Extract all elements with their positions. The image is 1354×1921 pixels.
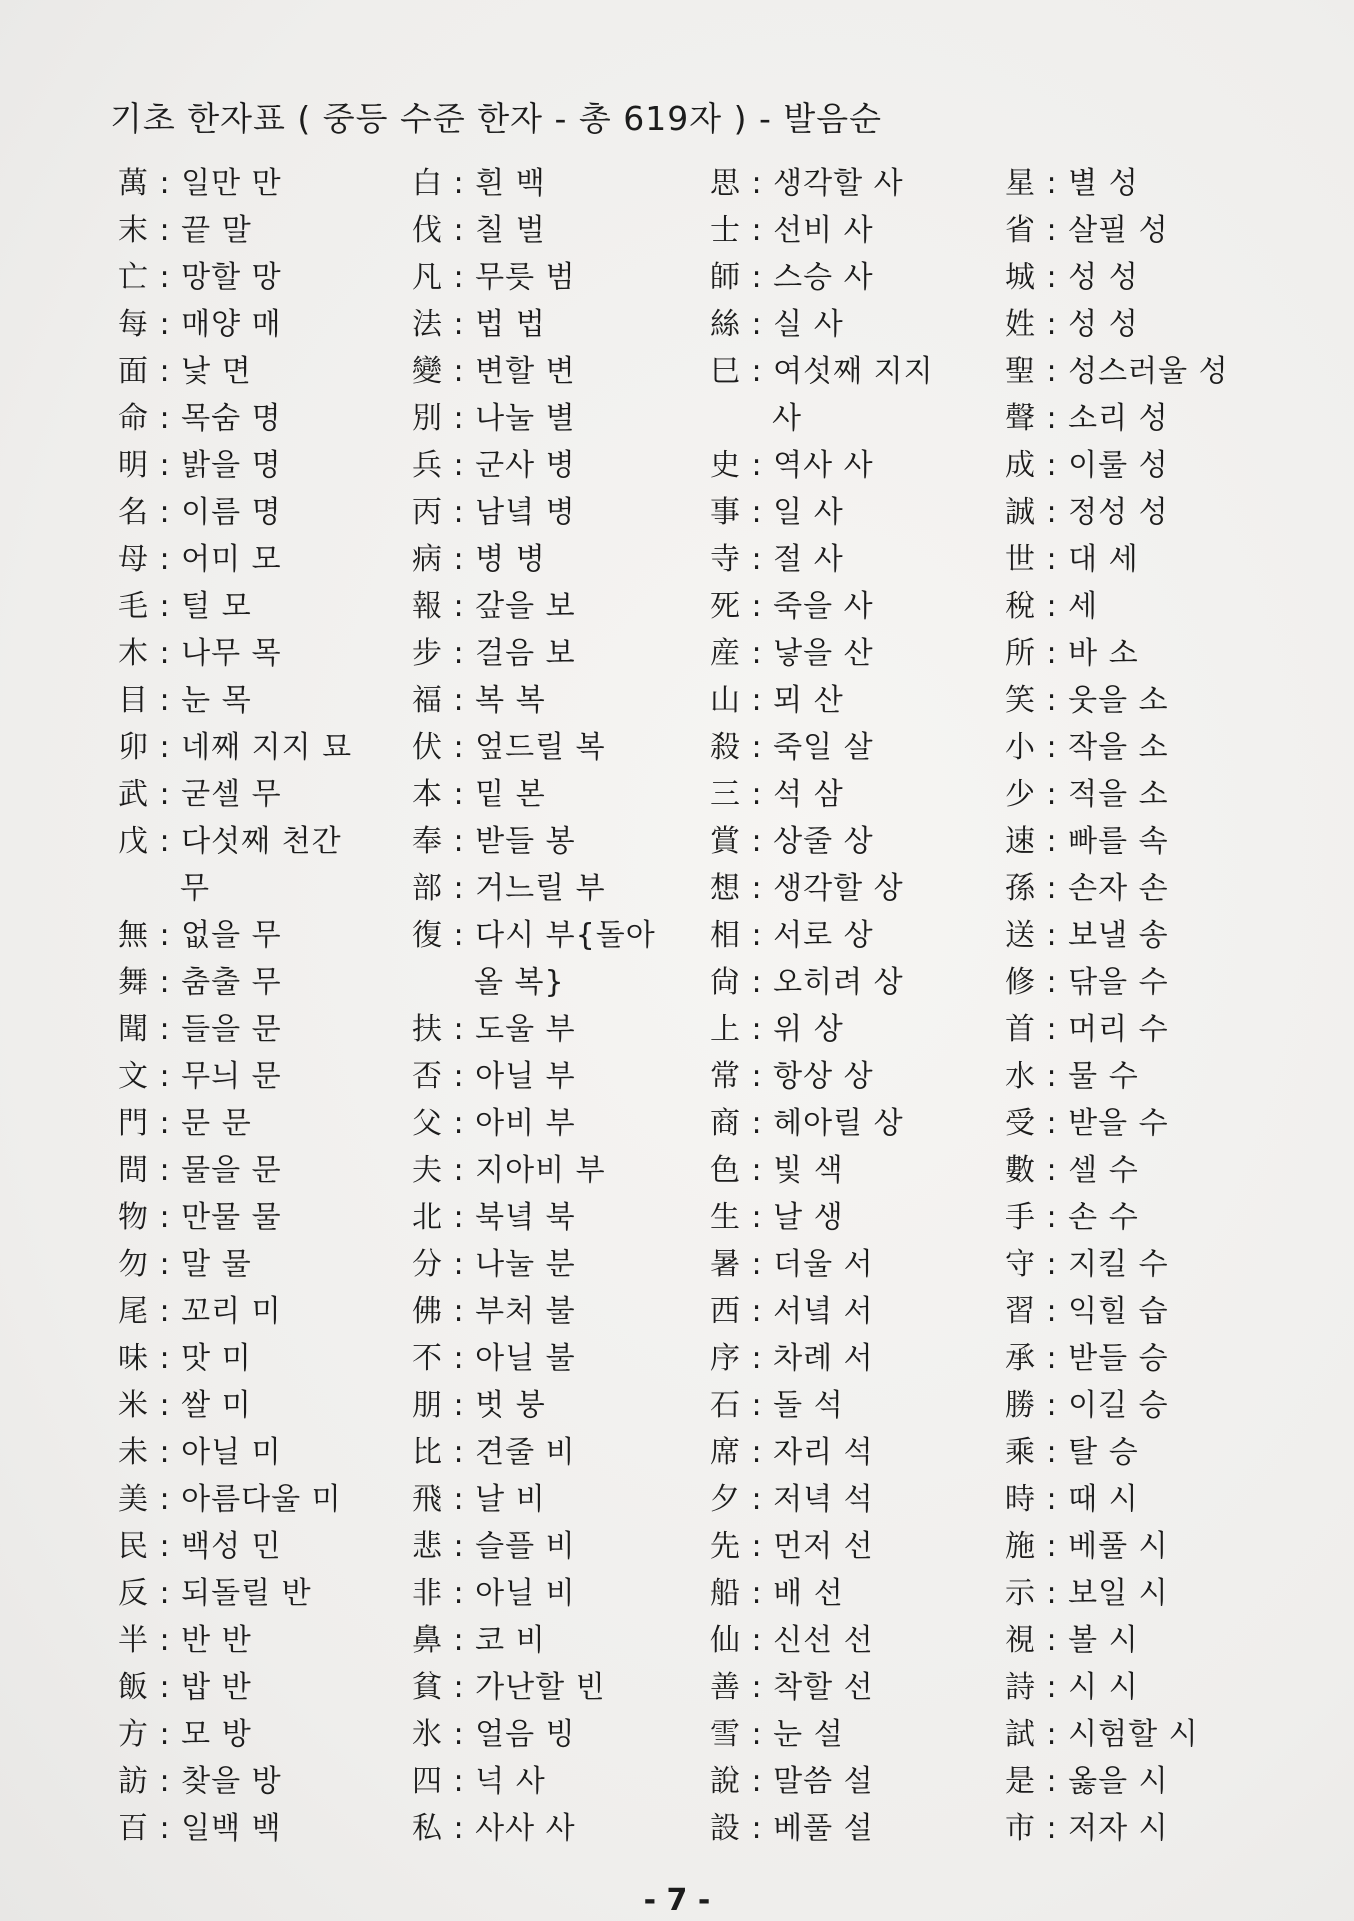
- hanja-entry: 무: [180, 871, 210, 906]
- hanja-entry: 少 : 적을 소: [1005, 777, 1169, 812]
- hanja-entry: 氷 : 얼음 빙: [412, 1717, 576, 1752]
- hanja-entry: 萬 : 일만 만: [118, 166, 282, 201]
- hanja-entry: 笑 : 웃을 소: [1005, 683, 1169, 718]
- hanja-entry: 復 : 다시 부{돌아: [412, 918, 656, 953]
- hanja-entry: 戊 : 다섯째 천간: [118, 824, 342, 859]
- hanja-entry: 是 : 옳을 시: [1005, 1764, 1169, 1799]
- hanja-entry: 明 : 밝을 명: [118, 448, 282, 483]
- hanja-entry: 木 : 나무 목: [118, 636, 282, 671]
- hanja-entry: 善 : 착할 선: [710, 1670, 874, 1705]
- hanja-entry: 別 : 나눌 별: [412, 401, 576, 436]
- hanja-entry: 時 : 때 시: [1005, 1482, 1139, 1517]
- hanja-entry: 伏 : 엎드릴 복: [412, 730, 606, 765]
- hanja-entry: 思 : 생각할 사: [710, 166, 904, 201]
- page-number: - 7 -: [643, 1883, 711, 1918]
- hanja-entry: 三 : 석 삼: [710, 777, 844, 812]
- hanja-entry: 小 : 작을 소: [1005, 730, 1169, 765]
- hanja-entry: 示 : 보일 시: [1005, 1576, 1169, 1611]
- hanja-entry: 西 : 서녘 서: [710, 1294, 874, 1329]
- hanja-entry: 勿 : 말 물: [118, 1247, 252, 1282]
- hanja-entry: 貧 : 가난할 빈: [412, 1670, 606, 1705]
- hanja-entry: 飯 : 밥 반: [118, 1670, 252, 1705]
- hanja-entry: 四 : 넉 사: [412, 1764, 546, 1799]
- hanja-entry: 尾 : 꼬리 미: [118, 1294, 282, 1329]
- hanja-entry: 反 : 되돌릴 반: [118, 1576, 312, 1611]
- hanja-entry: 本 : 밑 본: [412, 777, 546, 812]
- hanja-entry: 産 : 낳을 산: [710, 636, 874, 671]
- hanja-entry: 悲 : 슬플 비: [412, 1529, 576, 1564]
- hanja-entry: 飛 : 날 비: [412, 1482, 546, 1517]
- hanja-entry: 福 : 복 복: [412, 683, 546, 718]
- hanja-entry: 分 : 나눌 분: [412, 1247, 576, 1282]
- hanja-entry: 訪 : 찾을 방: [118, 1764, 282, 1799]
- hanja-entry: 步 : 걸음 보: [412, 636, 576, 671]
- hanja-entry: 味 : 맛 미: [118, 1341, 252, 1376]
- hanja-entry: 序 : 차례 서: [710, 1341, 874, 1376]
- hanja-entry: 毛 : 털 모: [118, 589, 252, 624]
- hanja-entry: 送 : 보낼 송: [1005, 918, 1169, 953]
- hanja-entry: 方 : 모 방: [118, 1717, 252, 1752]
- hanja-column-4: [1005, 163, 1305, 1855]
- hanja-entry: 百 : 일백 백: [118, 1811, 282, 1846]
- hanja-entry: 伐 : 칠 벌: [412, 213, 546, 248]
- hanja-entry: 師 : 스승 사: [710, 260, 874, 295]
- hanja-entry: 石 : 돌 석: [710, 1388, 844, 1423]
- hanja-entry: 私 : 사사 사: [412, 1811, 576, 1846]
- hanja-entry: 首 : 머리 수: [1005, 1012, 1169, 1047]
- hanja-entry: 凡 : 무릇 범: [412, 260, 576, 295]
- hanja-entry: 文 : 무늬 문: [118, 1059, 282, 1094]
- hanja-entry: 守 : 지킬 수: [1005, 1247, 1169, 1282]
- hanja-entry: 無 : 없을 무: [118, 918, 282, 953]
- hanja-entry: 試 : 시험할 시: [1005, 1717, 1199, 1752]
- hanja-entry: 世 : 대 세: [1005, 542, 1139, 577]
- hanja-entry: 勝 : 이길 승: [1005, 1388, 1169, 1423]
- hanja-entry: 上 : 위 상: [710, 1012, 844, 1047]
- hanja-entry: 母 : 어미 모: [118, 542, 282, 577]
- hanja-entry: 色 : 빛 색: [710, 1153, 844, 1188]
- hanja-entry: 市 : 저자 시: [1005, 1811, 1169, 1846]
- hanja-entry: 否 : 아닐 부: [412, 1059, 576, 1094]
- hanja-entry: 사: [772, 401, 802, 436]
- hanja-entry: 變 : 변할 변: [412, 354, 576, 389]
- hanja-entry: 施 : 베풀 시: [1005, 1529, 1169, 1564]
- hanja-entry: 承 : 받들 승: [1005, 1341, 1169, 1376]
- hanja-entry: 水 : 물 수: [1005, 1059, 1139, 1094]
- hanja-entry: 聲 : 소리 성: [1005, 401, 1169, 436]
- hanja-entry: 不 : 아닐 불: [412, 1341, 576, 1376]
- hanja-entry: 受 : 받을 수: [1005, 1106, 1169, 1141]
- hanja-entry: 席 : 자리 석: [710, 1435, 874, 1470]
- hanja-entry: 巳 : 여섯째 지지: [710, 354, 934, 389]
- hanja-entry: 設 : 베풀 설: [710, 1811, 874, 1846]
- hanja-entry: 病 : 병 병: [412, 542, 546, 577]
- hanja-entry: 仙 : 신선 선: [710, 1623, 874, 1658]
- hanja-entry: 所 : 바 소: [1005, 636, 1139, 671]
- hanja-entry: 扶 : 도울 부: [412, 1012, 576, 1047]
- hanja-entry: 聞 : 들을 문: [118, 1012, 282, 1047]
- hanja-entry: 賞 : 상줄 상: [710, 824, 874, 859]
- hanja-entry: 問 : 물을 문: [118, 1153, 282, 1188]
- hanja-entry: 亡 : 망할 망: [118, 260, 282, 295]
- hanja-entry: 聖 : 성스러울 성: [1005, 354, 1229, 389]
- hanja-column-1: [118, 163, 418, 1855]
- hanja-entry: 半 : 반 반: [118, 1623, 252, 1658]
- hanja-entry: 命 : 목숨 명: [118, 401, 282, 436]
- hanja-entry: 目 : 눈 목: [118, 683, 252, 718]
- hanja-entry: 尙 : 오히려 상: [710, 965, 904, 1000]
- hanja-entry: 朋 : 벗 붕: [412, 1388, 546, 1423]
- hanja-entry: 北 : 북녘 북: [412, 1200, 576, 1235]
- hanja-entry: 奉 : 받들 봉: [412, 824, 576, 859]
- hanja-entry: 夕 : 저녁 석: [710, 1482, 874, 1517]
- hanja-entry: 士 : 선비 사: [710, 213, 874, 248]
- hanja-entry: 올 복}: [474, 965, 565, 1000]
- hanja-entry: 絲 : 실 사: [710, 307, 844, 342]
- hanja-entry: 姓 : 성 성: [1005, 307, 1139, 342]
- hanja-entry: 稅 : 세: [1005, 589, 1099, 624]
- hanja-entry: 習 : 익힐 습: [1005, 1294, 1169, 1329]
- hanja-entry: 未 : 아닐 미: [118, 1435, 282, 1470]
- hanja-entry: 殺 : 죽일 살: [710, 730, 874, 765]
- hanja-entry: 死 : 죽을 사: [710, 589, 874, 624]
- hanja-entry: 船 : 배 선: [710, 1576, 844, 1611]
- hanja-entry: 法 : 법 법: [412, 307, 546, 342]
- hanja-entry: 比 : 견줄 비: [412, 1435, 576, 1470]
- hanja-entry: 手 : 손 수: [1005, 1200, 1139, 1235]
- hanja-column-3: [710, 163, 1010, 1855]
- hanja-entry: 想 : 생각할 상: [710, 871, 904, 906]
- hanja-entry: 米 : 쌀 미: [118, 1388, 252, 1423]
- hanja-entry: 先 : 먼저 선: [710, 1529, 874, 1564]
- hanja-entry: 成 : 이룰 성: [1005, 448, 1169, 483]
- hanja-entry: 事 : 일 사: [710, 495, 844, 530]
- page-title: 기초 한자표 ( 중등 수준 한자 - 총 619자 ) - 발음순: [110, 99, 882, 138]
- hanja-entry: 速 : 빠를 속: [1005, 824, 1169, 859]
- hanja-entry: 武 : 굳셀 무: [118, 777, 282, 812]
- hanja-entry: 生 : 날 생: [710, 1200, 844, 1235]
- hanja-entry: 相 : 서로 상: [710, 918, 874, 953]
- hanja-entry: 美 : 아름다울 미: [118, 1482, 342, 1517]
- hanja-entry: 城 : 성 성: [1005, 260, 1139, 295]
- hanja-entry: 視 : 볼 시: [1005, 1623, 1139, 1658]
- hanja-entry: 部 : 거느릴 부: [412, 871, 606, 906]
- hanja-entry: 商 : 헤아릴 상: [710, 1106, 904, 1141]
- hanja-entry: 民 : 백성 민: [118, 1529, 282, 1564]
- hanja-entry: 鼻 : 코 비: [412, 1623, 546, 1658]
- hanja-entry: 物 : 만물 물: [118, 1200, 282, 1235]
- hanja-entry: 寺 : 절 사: [710, 542, 844, 577]
- hanja-entry: 修 : 닦을 수: [1005, 965, 1169, 1000]
- hanja-entry: 夫 : 지아비 부: [412, 1153, 606, 1188]
- hanja-entry: 面 : 낯 면: [118, 354, 252, 389]
- hanja-entry: 省 : 살필 성: [1005, 213, 1169, 248]
- hanja-entry: 白 : 흰 백: [412, 166, 546, 201]
- hanja-entry: 名 : 이름 명: [118, 495, 282, 530]
- hanja-entry: 詩 : 시 시: [1005, 1670, 1139, 1705]
- hanja-entry: 山 : 뫼 산: [710, 683, 844, 718]
- hanja-entry: 父 : 아비 부: [412, 1106, 576, 1141]
- hanja-entry: 門 : 문 문: [118, 1106, 252, 1141]
- hanja-entry: 說 : 말씀 설: [710, 1764, 874, 1799]
- hanja-entry: 舞 : 춤출 무: [118, 965, 282, 1000]
- hanja-entry: 雪 : 눈 설: [710, 1717, 844, 1752]
- hanja-entry: 乘 : 탈 승: [1005, 1435, 1139, 1470]
- hanja-entry: 末 : 끝 말: [118, 213, 252, 248]
- hanja-entry: 數 : 셀 수: [1005, 1153, 1139, 1188]
- hanja-entry: 常 : 항상 상: [710, 1059, 874, 1094]
- hanja-entry: 孫 : 손자 손: [1005, 871, 1169, 906]
- hanja-entry: 兵 : 군사 병: [412, 448, 576, 483]
- hanja-entry: 卯 : 네째 지지 묘: [118, 730, 353, 765]
- hanja-entry: 佛 : 부처 불: [412, 1294, 576, 1329]
- hanja-entry: 丙 : 남녘 병: [412, 495, 576, 530]
- hanja-entry: 報 : 갚을 보: [412, 589, 576, 624]
- hanja-column-2: [412, 163, 712, 1855]
- hanja-entry: 非 : 아닐 비: [412, 1576, 576, 1611]
- hanja-entry: 每 : 매양 매: [118, 307, 282, 342]
- hanja-entry: 史 : 역사 사: [710, 448, 874, 483]
- hanja-entry: 誠 : 정성 성: [1005, 495, 1169, 530]
- hanja-entry: 暑 : 더울 서: [710, 1247, 874, 1282]
- hanja-entry: 星 : 별 성: [1005, 166, 1139, 201]
